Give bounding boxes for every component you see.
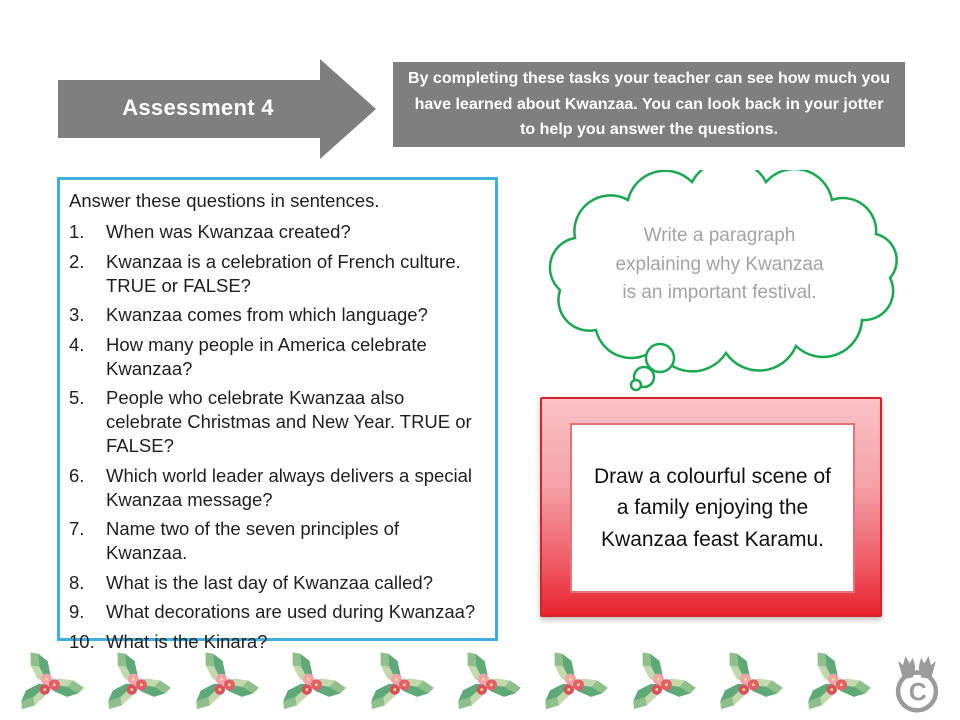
draw-task-frame <box>540 397 882 617</box>
holly-icon <box>793 649 877 719</box>
question-text: What decorations are used during Kwanzaa? <box>106 601 476 622</box>
question-item <box>69 464 485 512</box>
question-item <box>69 571 485 595</box>
question-number: 1. <box>69 221 85 242</box>
holly-icon <box>618 649 702 719</box>
question-text: When was Kwanzaa created? <box>106 221 351 242</box>
question-number: 7. <box>69 518 85 539</box>
questions-list <box>69 220 485 654</box>
question-number: 6. <box>69 464 85 486</box>
question-text: What is the Kinara? <box>106 630 268 652</box>
question-text: What is the last day of Kwanzaa called? <box>106 571 434 593</box>
page-title: Assessment 4 <box>122 95 274 120</box>
question-number: 3. <box>69 304 85 325</box>
question-text: People who celebrate Kwanzaa also celebrate Christmas and New Year. TRUE or FALSE? <box>106 387 472 456</box>
copyright-moose-logo-icon <box>880 650 954 718</box>
draw-task-text: Draw a colourful scene of a family enjoying the Kwanzaa feast Karamu. <box>594 464 831 551</box>
question-text: How many people in America celebrate Kwanzaa? <box>106 333 427 379</box>
draw-task-box <box>570 423 855 593</box>
question-item <box>69 386 485 458</box>
question-text: Name two of the seven principles of Kwanzaa. <box>106 518 400 563</box>
question-number: 10. <box>69 630 95 652</box>
holly-icon <box>443 649 527 719</box>
question-number: 4. <box>69 333 85 355</box>
holly-icon <box>93 649 177 719</box>
holly-icon <box>705 649 789 719</box>
holly-icon <box>181 649 265 719</box>
question-item <box>69 220 485 244</box>
question-text: Kwanzaa comes from which language? <box>106 304 428 325</box>
questions-box <box>57 177 498 652</box>
question-text: Which world leader always delivers a special Kwanzaa message? <box>106 464 473 510</box>
questions-intro: Answer these questions in sentences. <box>69 190 380 211</box>
holly-icon <box>6 649 90 719</box>
instruction-banner <box>393 62 905 147</box>
holly-icon <box>268 649 352 719</box>
question-text: Kwanzaa is a celebration of French culture. TRUE or FALSE? <box>106 250 461 296</box>
question-number: 9. <box>69 601 85 622</box>
thought-bubble-text: Write a paragraph explaining why Kwanzaa is an important festival. <box>615 225 824 303</box>
question-item <box>69 600 485 624</box>
copyright-letter: C <box>908 679 927 707</box>
holly-icon <box>356 649 440 719</box>
holly-garland <box>6 648 954 720</box>
instruction-banner-text: By completing these tasks your teacher can see how much you have learned about Kwanzaa. You can look back in your jotter to help you answer the questions. <box>408 70 890 139</box>
holly-icon <box>530 649 614 719</box>
question-number: 2. <box>69 250 85 272</box>
question-number: 8. <box>69 571 85 593</box>
question-number: 5. <box>69 387 85 408</box>
question-item <box>69 250 485 298</box>
question-item <box>69 303 485 327</box>
question-item <box>69 517 485 565</box>
thought-bubble <box>540 170 900 405</box>
question-item <box>69 333 485 381</box>
